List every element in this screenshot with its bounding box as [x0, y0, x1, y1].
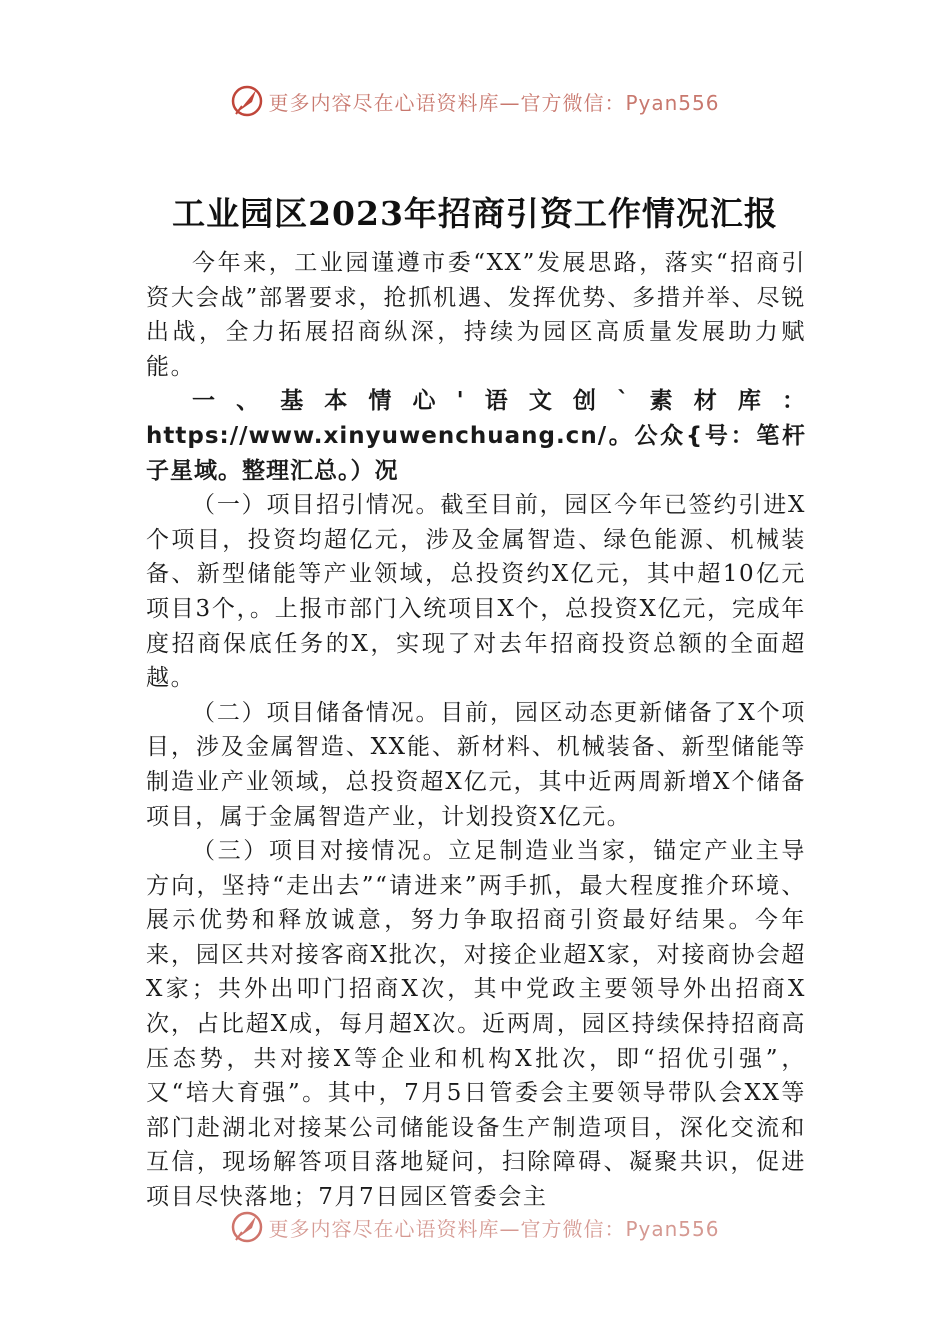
intro-paragraph: 今年来，工业园谨遵市委“XX”发展思路，落实“招商引资大会战”部署要求，抢抓机遇、发挥优势、多措并举、尽锐出战，全力拓展招商纵深，持续为园区高质量发展助力赋能。: [146, 250, 806, 380]
document-body: [146, 246, 806, 1215]
project-reserve-paragraph: （二）项目储备情况。目前，园区动态更新储备了X个项目，涉及金属智造、XX能、新材料、机械装备、新型储能等制造业产业领域，总投资超X亿元，其中近两周新增X个储备项目，属于金属智造产业，计划投资X亿元。: [146, 699, 806, 830]
quill-logo-icon: [230, 1210, 264, 1244]
project-attraction-paragraph: （一）项目招引情况。截至目前，园区今年已签约引进X个项目，投资均超亿元，涉及金属智造、绿色能源、机械装备、新型储能等产业领域，总投资约X亿元，其中超10亿元项目3个，。上报市部门入统项目X个，总投资X亿元，完成年度招商保底任务的X，实现了对去年招商投资总额的全面超越。: [146, 492, 806, 692]
watermark-footer: [0, 1210, 950, 1244]
section-heading: 一、基本情心'语文创`素材库：https://www.xinyuwenchuang.cn/。公众{号：笔杆子星域。整理汇总。）况: [146, 388, 806, 484]
project-docking-paragraph: （三）项目对接情况。立足制造业当家，锚定产业主导方向，坚持“走出去”“请进来”两手抓，最大程度推介环境、展示优势和释放诚意，努力争取招商引资最好结果。今年来，园区共对接客商X批次，对接企业超X家，对接商协会超X家；共外出叩门招商X次，其中党政主要领导外出招商X次，占比超X成，每月超X次。近两周，园区持续保持招商高压态势，共对接X等企业和机构X批次，即“招优引强”，又“培大育强”。其中，7月5日管委会主要领导带队会XX等部门赴湖北对接某公司储能设备生产制造项目，深化交流和互信，现场解答项目落地疑问，扫除障碍、凝聚共识，促进项目尽快落地；7月7日园区管委会主: [146, 838, 806, 1211]
watermark-text: 更多内容尽在心语资料库—官方微信：Pyan556: [268, 90, 720, 115]
document-title: 工业园区2023年招商引资工作情况汇报: [172, 194, 778, 233]
watermark-text: 更多内容尽在心语资料库—官方微信：Pyan556: [268, 1216, 720, 1241]
watermark-header: [0, 84, 950, 118]
quill-logo-icon: [230, 84, 264, 118]
